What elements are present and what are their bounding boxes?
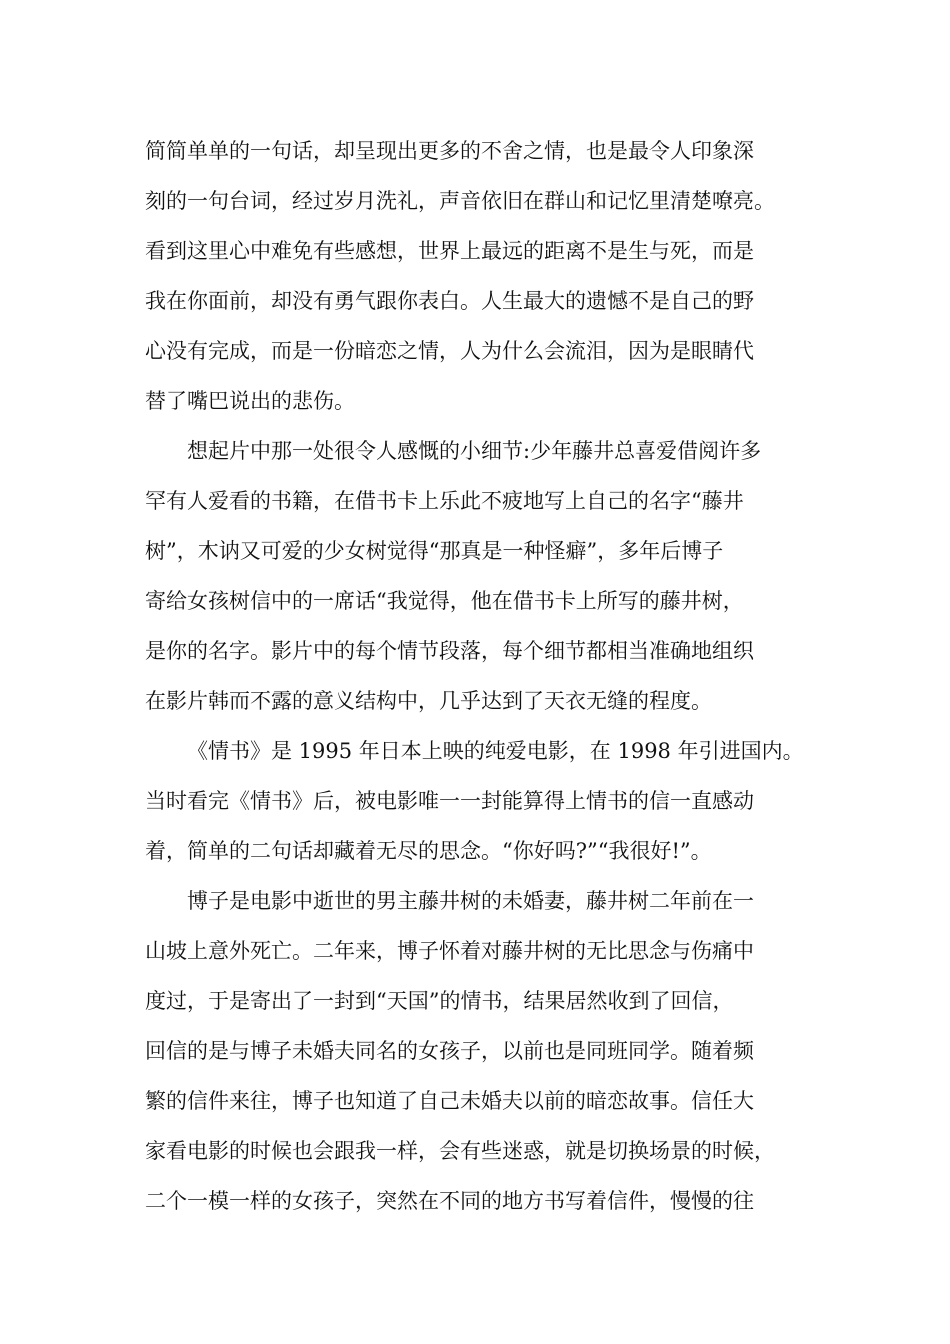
- text-line: 心没有完成，而是一份暗恋之情，人为什么会流泪，因为是眼睛代: [145, 339, 754, 363]
- text-line: 当时看完《情书》后，被电影唯一一封能算得上情书的信一直感动: [145, 789, 754, 813]
- document-body: [145, 126, 835, 1226]
- text-line: 《情书》是 1995 年日本上映的纯爱电影，在 1998 年引进国内。: [187, 739, 804, 763]
- text-line: 度过，于是寄出了一封到“天国”的情书，结果居然收到了回信，: [145, 989, 734, 1013]
- text-line: 博子是电影中逝世的男主藤井树的未婚妻，藤井树二年前在一: [187, 889, 754, 913]
- paragraph-3: [145, 726, 835, 876]
- text-line: 繁的信件来往，博子也知道了自己未婚夫以前的暗恋故事。信任大: [145, 1089, 754, 1113]
- text-line: 着，简单的二句话却藏着无尽的思念。“你好吗?”“我很好!”。: [145, 839, 712, 863]
- text-line: 罕有人爱看的书籍，在借书卡上乐此不疲地写上自己的名字“藤井: [145, 489, 744, 513]
- text-line: 回信的是与博子未婚夫同名的女孩子，以前也是同班同学。随着频: [145, 1039, 754, 1063]
- text-line: 我在你面前，却没有勇气跟你表白。人生最大的遗憾不是自己的野: [145, 289, 754, 313]
- text-line: 是你的名字。影片中的每个情节段落，每个细节都相当准确地组织: [145, 639, 754, 663]
- text-line: 想起片中那一处很令人感慨的小细节:少年藤井总喜爱借阅许多: [187, 439, 762, 463]
- paragraph-4: [145, 876, 835, 1226]
- paragraph-1: [145, 126, 835, 426]
- text-line: 二个一模一样的女孩子，突然在不同的地方书写着信件，慢慢的往: [145, 1189, 754, 1213]
- text-line: 简简单单的一句话，却呈现出更多的不舍之情，也是最令人印象深: [145, 139, 754, 163]
- text-line: 替了嘴巴说出的悲伤。: [145, 389, 355, 413]
- text-line: 山坡上意外死亡。二年来，博子怀着对藤井树的无比思念与伤痛中: [145, 939, 754, 963]
- text-line: 刻的一句台词，经过岁月洗礼，声音依旧在群山和记忆里清楚嘹亮。: [145, 189, 775, 213]
- text-line: 树”，木讷又可爱的少女树觉得“那真是一种怪癖”，多年后博子: [145, 539, 724, 563]
- text-line: 在影片韩而不露的意义结构中，几乎达到了天衣无缝的程度。: [145, 689, 712, 713]
- text-line: 家看电影的时候也会跟我一样，会有些迷惑，就是切换场景的时候，: [145, 1139, 775, 1163]
- text-line: 看到这里心中难免有些感想，世界上最远的距离不是生与死，而是: [145, 239, 754, 263]
- text-line: 寄给女孩树信中的一席话“我觉得，他在借书卡上所写的藤井树，: [145, 589, 744, 613]
- paragraph-2: [145, 426, 835, 726]
